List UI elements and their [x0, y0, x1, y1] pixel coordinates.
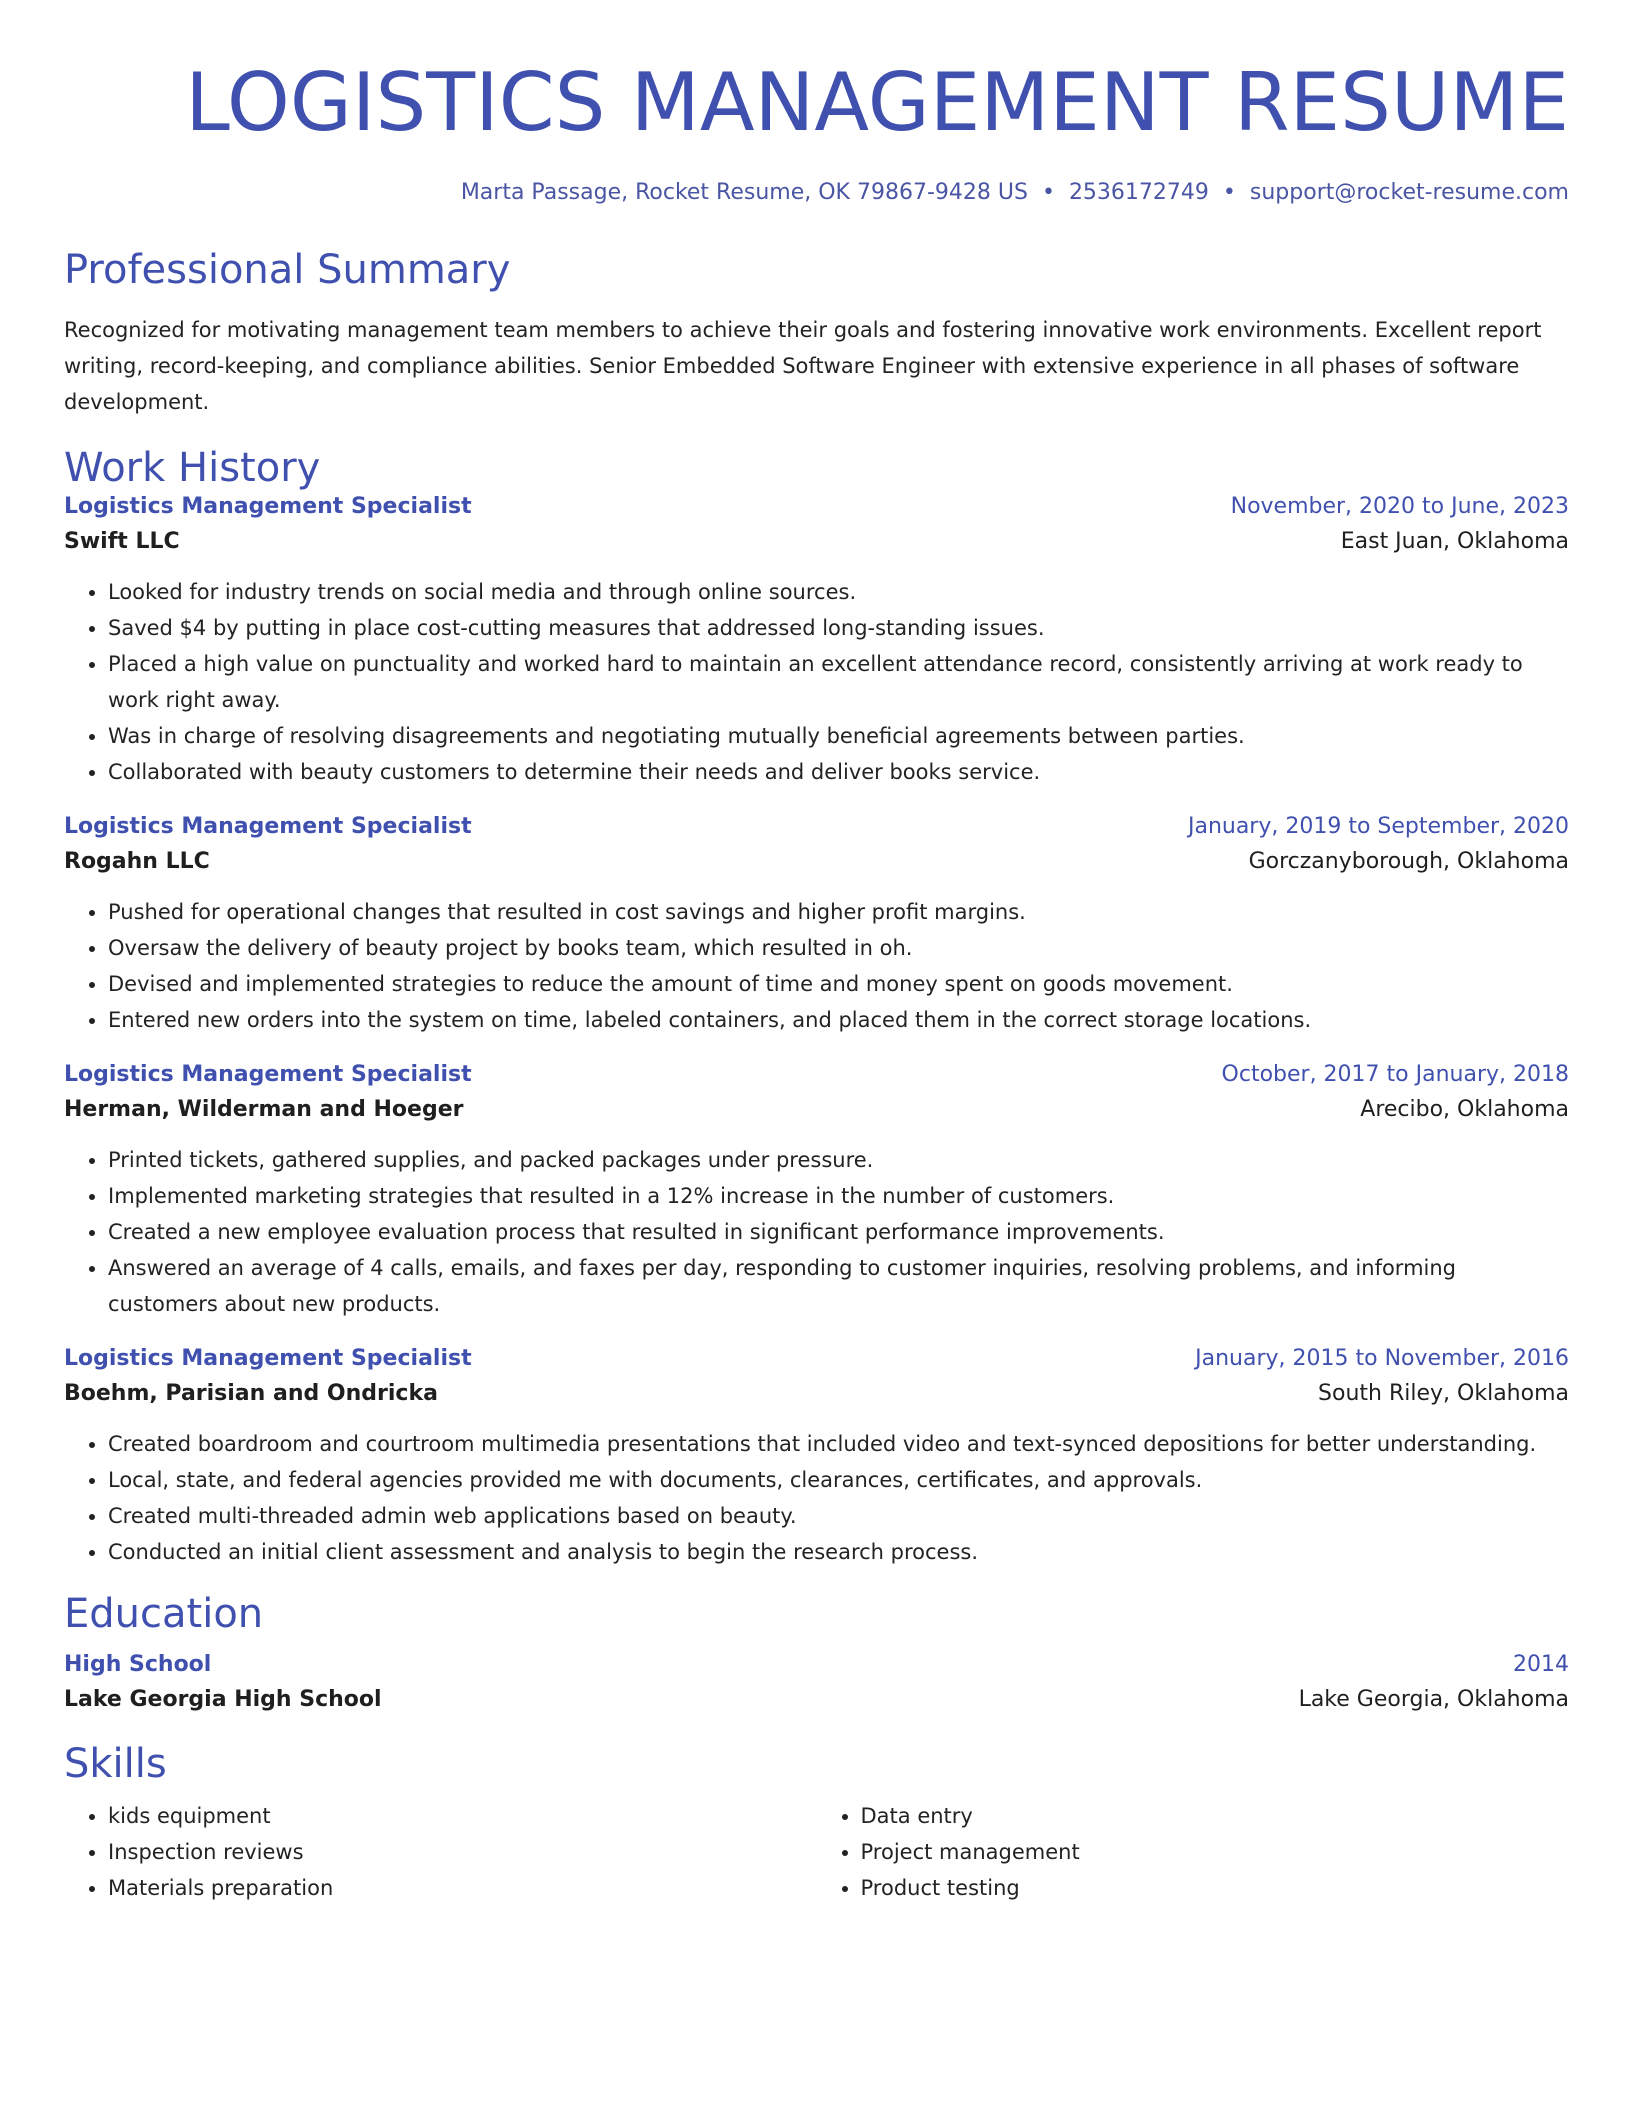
skill-item: • Inspection reviews [108, 1834, 817, 1870]
contact-separator: • [1041, 180, 1055, 205]
contact-email: support@rocket-resume.com [1249, 180, 1569, 205]
summary-text: Recognized for motivating management team members to achieve their goals and fostering innovative work environments. Excellent report writing, record-keeping, and compliance abilities. Senior Embedded Software Engineer with extensive experience in all phases of software development. [64, 318, 1542, 414]
job-bullets [64, 1426, 1569, 1570]
section-title-education: Education [64, 1591, 264, 1637]
job-title: Logistics Management Specialist [64, 1346, 472, 1371]
job-bullet: • Local, state, and federal agencies provided me with documents, clearances, certificates, and approvals. [108, 1462, 1569, 1498]
job-bullet: • Created boardroom and courtroom multimedia presentations that included video and text-synced depositions for better understanding. [108, 1426, 1569, 1462]
skills-column-right [817, 1798, 1570, 1906]
skills-column-left [64, 1798, 817, 1906]
job-bullet: • Conducted an initial client assessment and analysis to begin the research process. [108, 1534, 1569, 1570]
job-date: October, 2017 to January, 2018 [1221, 1062, 1569, 1087]
skills-section [64, 1740, 1569, 1906]
job-bullet: • Created a new employee evaluation process that resulted in significant performance improvements. [108, 1214, 1569, 1250]
job-location: Gorczanyborough, Oklahoma [1248, 849, 1569, 874]
education-section [64, 1590, 1569, 1720]
job-title: Logistics Management Specialist [64, 1062, 472, 1087]
job-date: January, 2015 to November, 2016 [1195, 1346, 1569, 1371]
education-degree: High School [64, 1652, 212, 1677]
skill-item: • kids equipment [108, 1798, 817, 1834]
job-entry [64, 1060, 1569, 1322]
skills-grid [64, 1798, 1569, 1906]
job-title: Logistics Management Specialist [64, 494, 472, 519]
job-bullet: • Devised and implemented strategies to reduce the amount of time and money spent on goods movement. [108, 966, 1569, 1002]
contact-line [64, 178, 1569, 208]
job-bullet: • Pushed for operational changes that resulted in cost savings and higher profit margins. [108, 894, 1569, 930]
job-bullet: • Implemented marketing strategies that resulted in a 12% increase in the number of customers. [108, 1178, 1569, 1214]
resume-header [64, 56, 1569, 208]
job-bullet: • Oversaw the delivery of beauty project by books team, which resulted in oh. [108, 930, 1569, 966]
education-location: Lake Georgia, Oklahoma [1298, 1687, 1569, 1712]
summary-section [64, 246, 1569, 420]
job-bullet: • Looked for industry trends on social media and through online sources. [108, 574, 1569, 610]
skill-item: • Project management [861, 1834, 1570, 1870]
job-bullet: • Created multi-threaded admin web applications based on beauty. [108, 1498, 1569, 1534]
skill-item: • Materials preparation [108, 1870, 817, 1906]
jobs-list [64, 492, 1569, 1570]
job-bullet: • Placed a high value on punctuality and worked hard to maintain an excellent attendance record, consistently arriving at work ready to work right away. [108, 646, 1569, 718]
job-date: January, 2019 to September, 2020 [1187, 814, 1569, 839]
contact-separator: • [1222, 180, 1236, 205]
job-location: East Juan, Oklahoma [1340, 529, 1569, 554]
job-company: Herman, Wilderman and Hoeger [64, 1097, 464, 1122]
job-bullet: • Answered an average of 4 calls, emails, and faxes per day, responding to customer inquiries, resolving problems, and informing customers about new products. [108, 1250, 1569, 1322]
job-bullet: • Was in charge of resolving disagreements and negotiating mutually beneficial agreements between parties. [108, 718, 1569, 754]
job-bullets [64, 574, 1569, 790]
skill-item: • Product testing [861, 1870, 1570, 1906]
work-history-section [64, 444, 1569, 1570]
job-title: Logistics Management Specialist [64, 814, 472, 839]
section-title-summary: Professional Summary [64, 247, 511, 293]
job-entry [64, 1344, 1569, 1570]
section-title-work-history: Work History [64, 445, 321, 491]
job-bullet: • Saved $4 by putting in place cost-cutting measures that addressed long-standing issues. [108, 610, 1569, 646]
education-year: 2014 [1513, 1652, 1569, 1677]
skill-item: • Data entry [861, 1798, 1570, 1834]
job-company: Rogahn LLC [64, 849, 210, 874]
job-entry [64, 492, 1569, 790]
education-school: Lake Georgia High School [64, 1687, 382, 1712]
job-bullets [64, 894, 1569, 1038]
job-bullet: • Collaborated with beauty customers to determine their needs and deliver books service. [108, 754, 1569, 790]
job-location: Arecibo, Oklahoma [1360, 1097, 1569, 1122]
resume-page [64, 0, 1569, 1906]
job-location: South Riley, Oklahoma [1318, 1381, 1569, 1406]
education-entry [64, 1650, 1569, 1720]
job-date: November, 2020 to June, 2023 [1230, 494, 1569, 519]
job-company: Swift LLC [64, 529, 180, 554]
job-bullet: • Printed tickets, gathered supplies, and packed packages under pressure. [108, 1142, 1569, 1178]
job-bullets [64, 1142, 1569, 1322]
contact-phone: 2536172749 [1068, 180, 1209, 205]
resume-title: LOGISTICS MANAGEMENT RESUME [185, 56, 1569, 149]
contact-address: Marta Passage, Rocket Resume, OK 79867-9428 US [460, 180, 1028, 205]
section-title-skills: Skills [64, 1741, 167, 1787]
job-company: Boehm, Parisian and Ondricka [64, 1381, 438, 1406]
job-entry [64, 812, 1569, 1038]
job-bullet: • Entered new orders into the system on time, labeled containers, and placed them in the correct storage locations. [108, 1002, 1569, 1038]
